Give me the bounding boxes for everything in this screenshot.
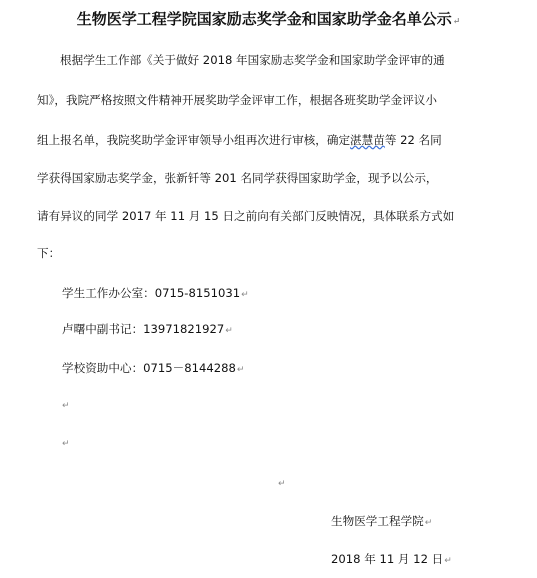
document-title: [0, 8, 537, 33]
paragraph-mark-icon: ↵: [62, 401, 70, 411]
contact-text: 学生工作办公室：0715-8151031: [62, 286, 241, 300]
signature-date-text: 2018 年 11 月 12 日: [331, 552, 444, 566]
title-text: 生物医学工程学院国家励志奖学金和国家助学金名单公示: [76, 10, 452, 28]
paragraph-mark-icon: ↵: [424, 518, 433, 528]
body-line-text: 根据学生工作部《关于做好 2018 年国家励志奖学金和国家助学金评审的通: [60, 53, 445, 67]
signature-date: [331, 551, 452, 569]
body-line-4: [37, 170, 438, 186]
contact-student-office: [62, 285, 249, 303]
paragraph-mark-icon: ↵: [241, 290, 249, 300]
body-line-3: [37, 132, 442, 148]
body-line-text: 等 22 名同: [384, 133, 442, 147]
paragraph-mark-icon: ↵: [236, 365, 245, 375]
body-line-text: 请有异议的同学 2017 年 11 月 15 日之前向有关部门反映情况，具体联系方式如: [37, 209, 455, 223]
contact-aid-center: [62, 360, 244, 378]
paragraph-mark-icon: ↵: [444, 556, 452, 566]
signature-organization: [331, 513, 432, 531]
paragraph-mark-icon: ↵: [452, 17, 461, 27]
body-line-5: [37, 208, 454, 224]
paragraph-mark-icon: ↵: [62, 439, 70, 449]
spellcheck-name: 湛慧苗: [350, 133, 385, 147]
body-line-text: 组上报名单，我院奖助学金评审领导小组再次进行审核，确定: [37, 133, 351, 147]
body-line-text: 下：: [37, 246, 61, 260]
body-line-2: [37, 92, 437, 108]
contact-deputy-secretary: [62, 321, 233, 339]
signature-org-text: 生物医学工程学院: [331, 514, 424, 528]
contact-text: 学校资助中心：0715－8144288: [62, 361, 236, 375]
paragraph-mark-icon: ↵: [278, 479, 286, 489]
body-line-1: [60, 52, 445, 68]
body-line-text: 学获得国家励志奖学金，张新钎等 201 名同学获得国家助学金，现予以公示，: [37, 171, 438, 185]
body-line-text: 知》，我院严格按照文件精神开展奖助学金评审工作，根据各班奖助学金评议小: [37, 93, 437, 107]
paragraph-mark-icon: ↵: [225, 326, 233, 336]
contact-text: 卢曙中副书记：13971821927: [62, 322, 225, 336]
body-line-6: [37, 245, 60, 261]
